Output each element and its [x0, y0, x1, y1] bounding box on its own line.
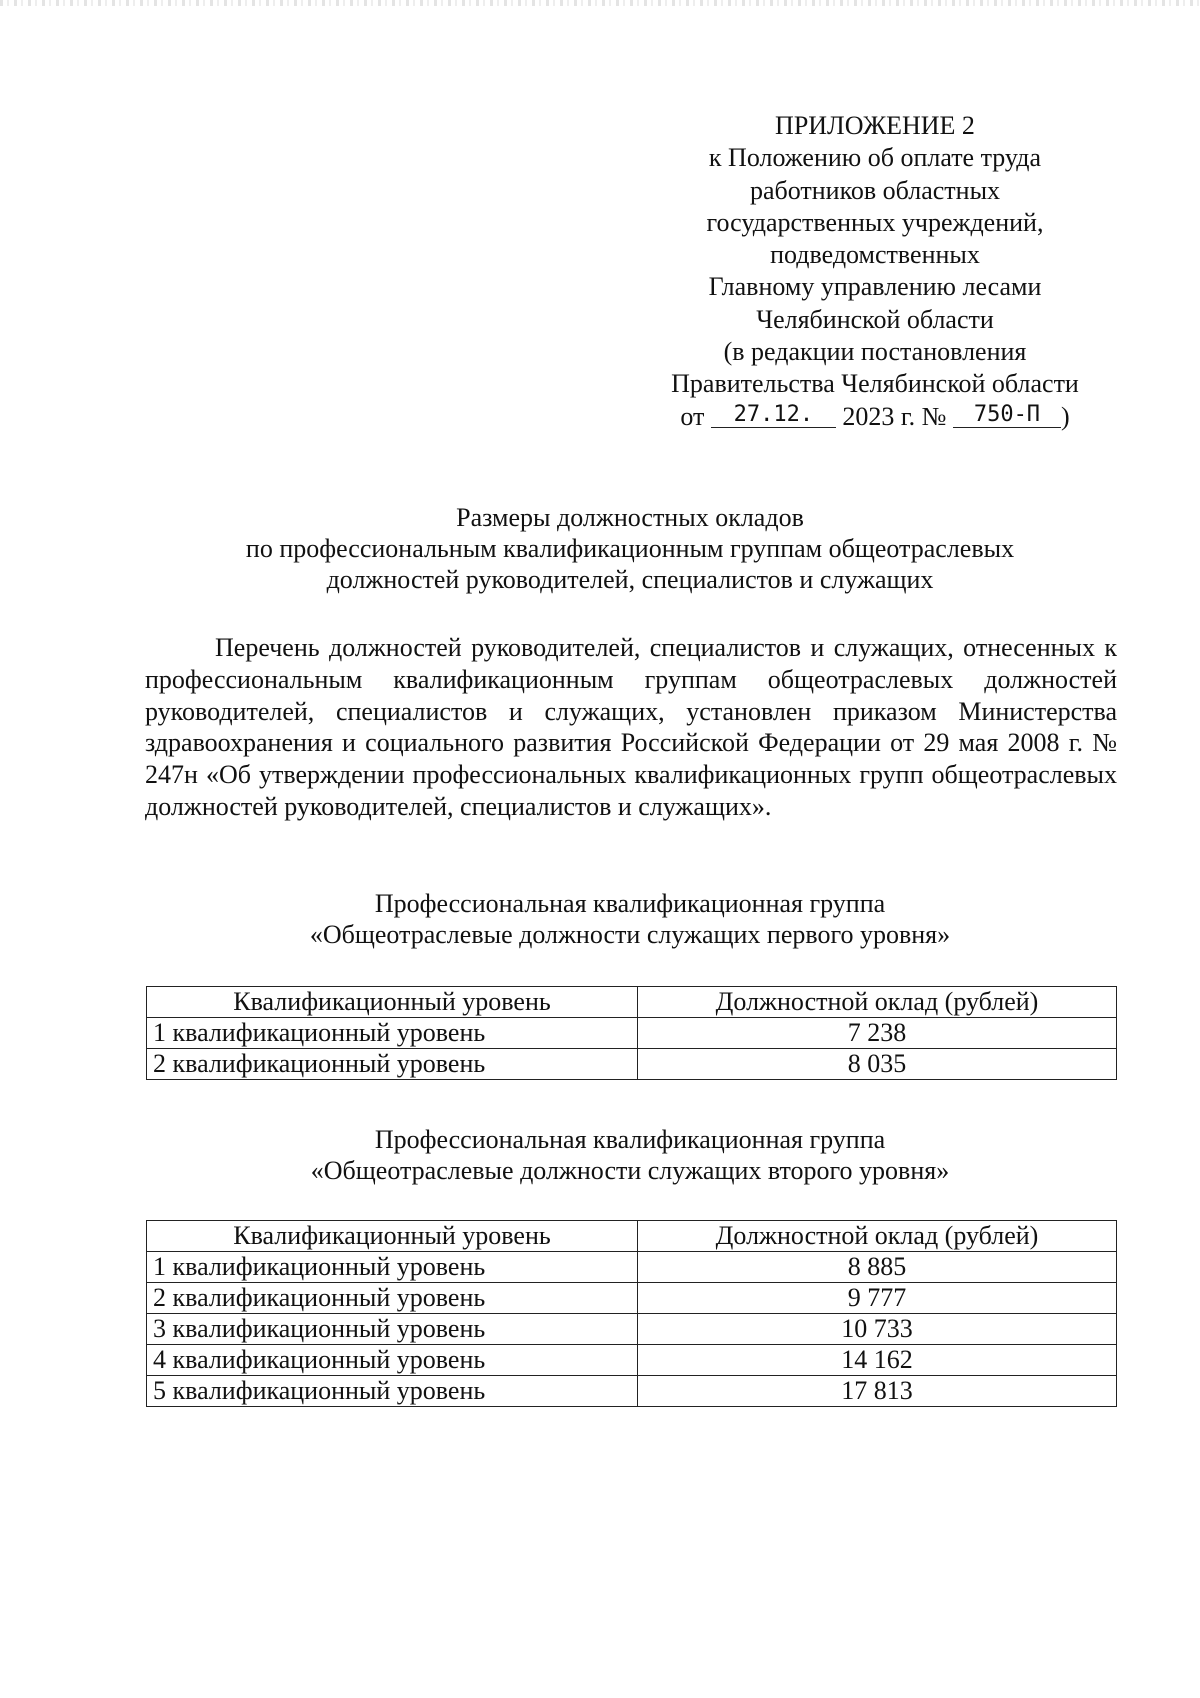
date-prefix: от [680, 401, 705, 431]
column-header-salary: Должностной оклад (рублей) [638, 987, 1117, 1018]
resolution-number: 750-П [953, 403, 1061, 428]
table-header-row [147, 987, 1117, 1018]
table-row [147, 1314, 1117, 1345]
salary-cell: 10 733 [638, 1314, 1117, 1345]
table-row [147, 1376, 1117, 1407]
title-line: по профессиональным квалификационным группам общеотраслевых [245, 534, 1015, 563]
column-header-level: Квалификационный уровень [147, 1221, 638, 1252]
table-row [147, 1049, 1117, 1080]
column-header-salary: Должностной оклад (рублей) [638, 1221, 1117, 1252]
table-header-row [147, 1221, 1117, 1252]
appendix-line: работников областных [749, 175, 1001, 205]
appendix-line: Челябинской области [756, 304, 994, 334]
salary-cell: 7 238 [638, 1018, 1117, 1049]
group-heading-line: «Общеотраслевые должности служащих второго уровня» [310, 1156, 950, 1185]
scan-edge-noise [0, 0, 1200, 6]
level-cell: 4 квалификационный уровень [147, 1345, 638, 1376]
close-paren: ) [1060, 401, 1070, 431]
intro-paragraph: Перечень должностей руководителей, специалистов и служащих, отнесенных к профессиональным квалификационным группам общеотраслевых должностей руководителей, специалистов и служащих, установлен приказом Министерства здравоохранения и социального развития Российской Федерации от 29 мая 2008 г. № 247н «Об утверждении профессиональных квалификационных групп общеотраслевых должностей руководителей, специалистов и служащих». [145, 633, 1117, 821]
resolution-date-line [640, 401, 1110, 433]
title-line: Размеры должностных окладов [456, 503, 804, 532]
level-cell: 3 квалификационный уровень [147, 1314, 638, 1345]
group-1-heading [140, 888, 1120, 950]
table-row [147, 1283, 1117, 1314]
group-2-heading [140, 1124, 1120, 1186]
salary-cell: 8 885 [638, 1252, 1117, 1283]
table-row [147, 1018, 1117, 1049]
appendix-line: Главному управлению лесами [708, 272, 1042, 302]
level-cell: 1 квалификационный уровень [147, 1252, 638, 1283]
group-heading-line: «Общеотраслевые должности служащих первого уровня» [309, 920, 951, 949]
salary-cell: 9 777 [638, 1283, 1117, 1314]
resolution-date: 27.12. [711, 403, 836, 428]
title-line: должностей руководителей, специалистов и служащих [326, 565, 934, 594]
salary-cell: 8 035 [638, 1049, 1117, 1080]
group-heading-line: Профессиональная квалификационная группа [374, 1125, 886, 1154]
level-cell: 1 квалификационный уровень [147, 1018, 638, 1049]
appendix-block [640, 110, 1110, 433]
level-cell: 5 квалификационный уровень [147, 1376, 638, 1407]
salary-cell: 14 162 [638, 1345, 1117, 1376]
appendix-line: государственных учреждений, [706, 207, 1044, 237]
appendix-line: Правительства Челябинской области [671, 369, 1079, 399]
year-text: 2023 г. № [842, 401, 947, 431]
level-cell: 2 квалификационный уровень [147, 1283, 638, 1314]
appendix-line: подведомственных [770, 240, 980, 270]
document-title [140, 502, 1120, 595]
appendix-line: (в редакции постановления [723, 337, 1027, 367]
level-cell: 2 квалификационный уровень [147, 1049, 638, 1080]
group-1-salary-table [146, 986, 1117, 1080]
salary-cell: 17 813 [638, 1376, 1117, 1407]
appendix-line: к Положению об оплате труда [708, 143, 1042, 173]
table-row [147, 1252, 1117, 1283]
group-2-salary-table [146, 1220, 1117, 1407]
column-header-level: Квалификационный уровень [147, 987, 638, 1018]
table-row [147, 1345, 1117, 1376]
group-heading-line: Профессиональная квалификационная группа [374, 889, 886, 918]
appendix-line: ПРИЛОЖЕНИЕ 2 [775, 111, 975, 140]
